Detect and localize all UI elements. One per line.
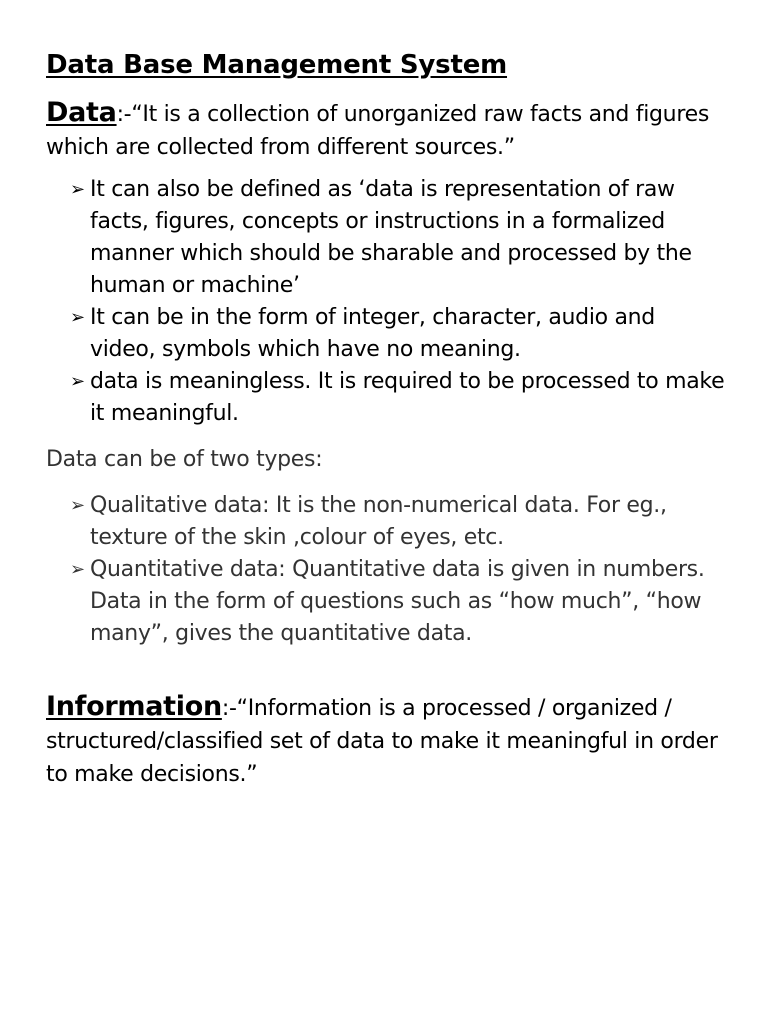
data-types-intro: Data can be of two types: (46, 447, 323, 472)
list-item (70, 366, 726, 430)
arrow-bullet-icon: ➢ (70, 307, 85, 328)
list-item-text: Qualitative data: It is the non-numerical data. For eg., texture of the skin ,colour of eyes, etc. (90, 493, 667, 550)
list-item (70, 554, 726, 650)
data-definition-text: :-“It is a collection of unorganized raw facts and figures which are collected from different sources.” (46, 102, 709, 160)
arrow-bullet-icon: ➢ (70, 371, 85, 392)
data-term: Data (46, 97, 117, 128)
arrow-bullet-icon: ➢ (70, 179, 85, 200)
data-types-list (70, 490, 726, 650)
document-title: Data Base Management System (46, 50, 508, 80)
data-bullet-list (70, 174, 726, 430)
list-item (70, 174, 726, 302)
list-item-text: data is meaningless. It is required to be processed to make it meaningful. (90, 369, 725, 426)
list-item-text: Quantitative data: Quantitative data is given in numbers. Data in the form of questions such as “how much”, “how many”, gives the quantitative data. (90, 557, 705, 646)
list-item-text: It can also be defined as ‘data is representation of raw facts, figures, concepts or instructions in a formalized manner which should be sharable and processed by the human or machine’ (90, 177, 692, 298)
information-term: Information (46, 691, 222, 722)
information-definition (46, 690, 726, 791)
information-definition-text: :-“Information is a processed / organized / structured/classified set of data to make it meaningful in order to make decisions.” (46, 696, 718, 787)
data-definition (46, 96, 726, 164)
document-page (46, 48, 726, 791)
list-item-text: It can be in the form of integer, character, audio and video, symbols which have no meaning. (90, 305, 655, 362)
arrow-bullet-icon: ➢ (70, 495, 85, 516)
list-item (70, 490, 726, 554)
arrow-bullet-icon: ➢ (70, 559, 85, 580)
list-item (70, 302, 726, 366)
